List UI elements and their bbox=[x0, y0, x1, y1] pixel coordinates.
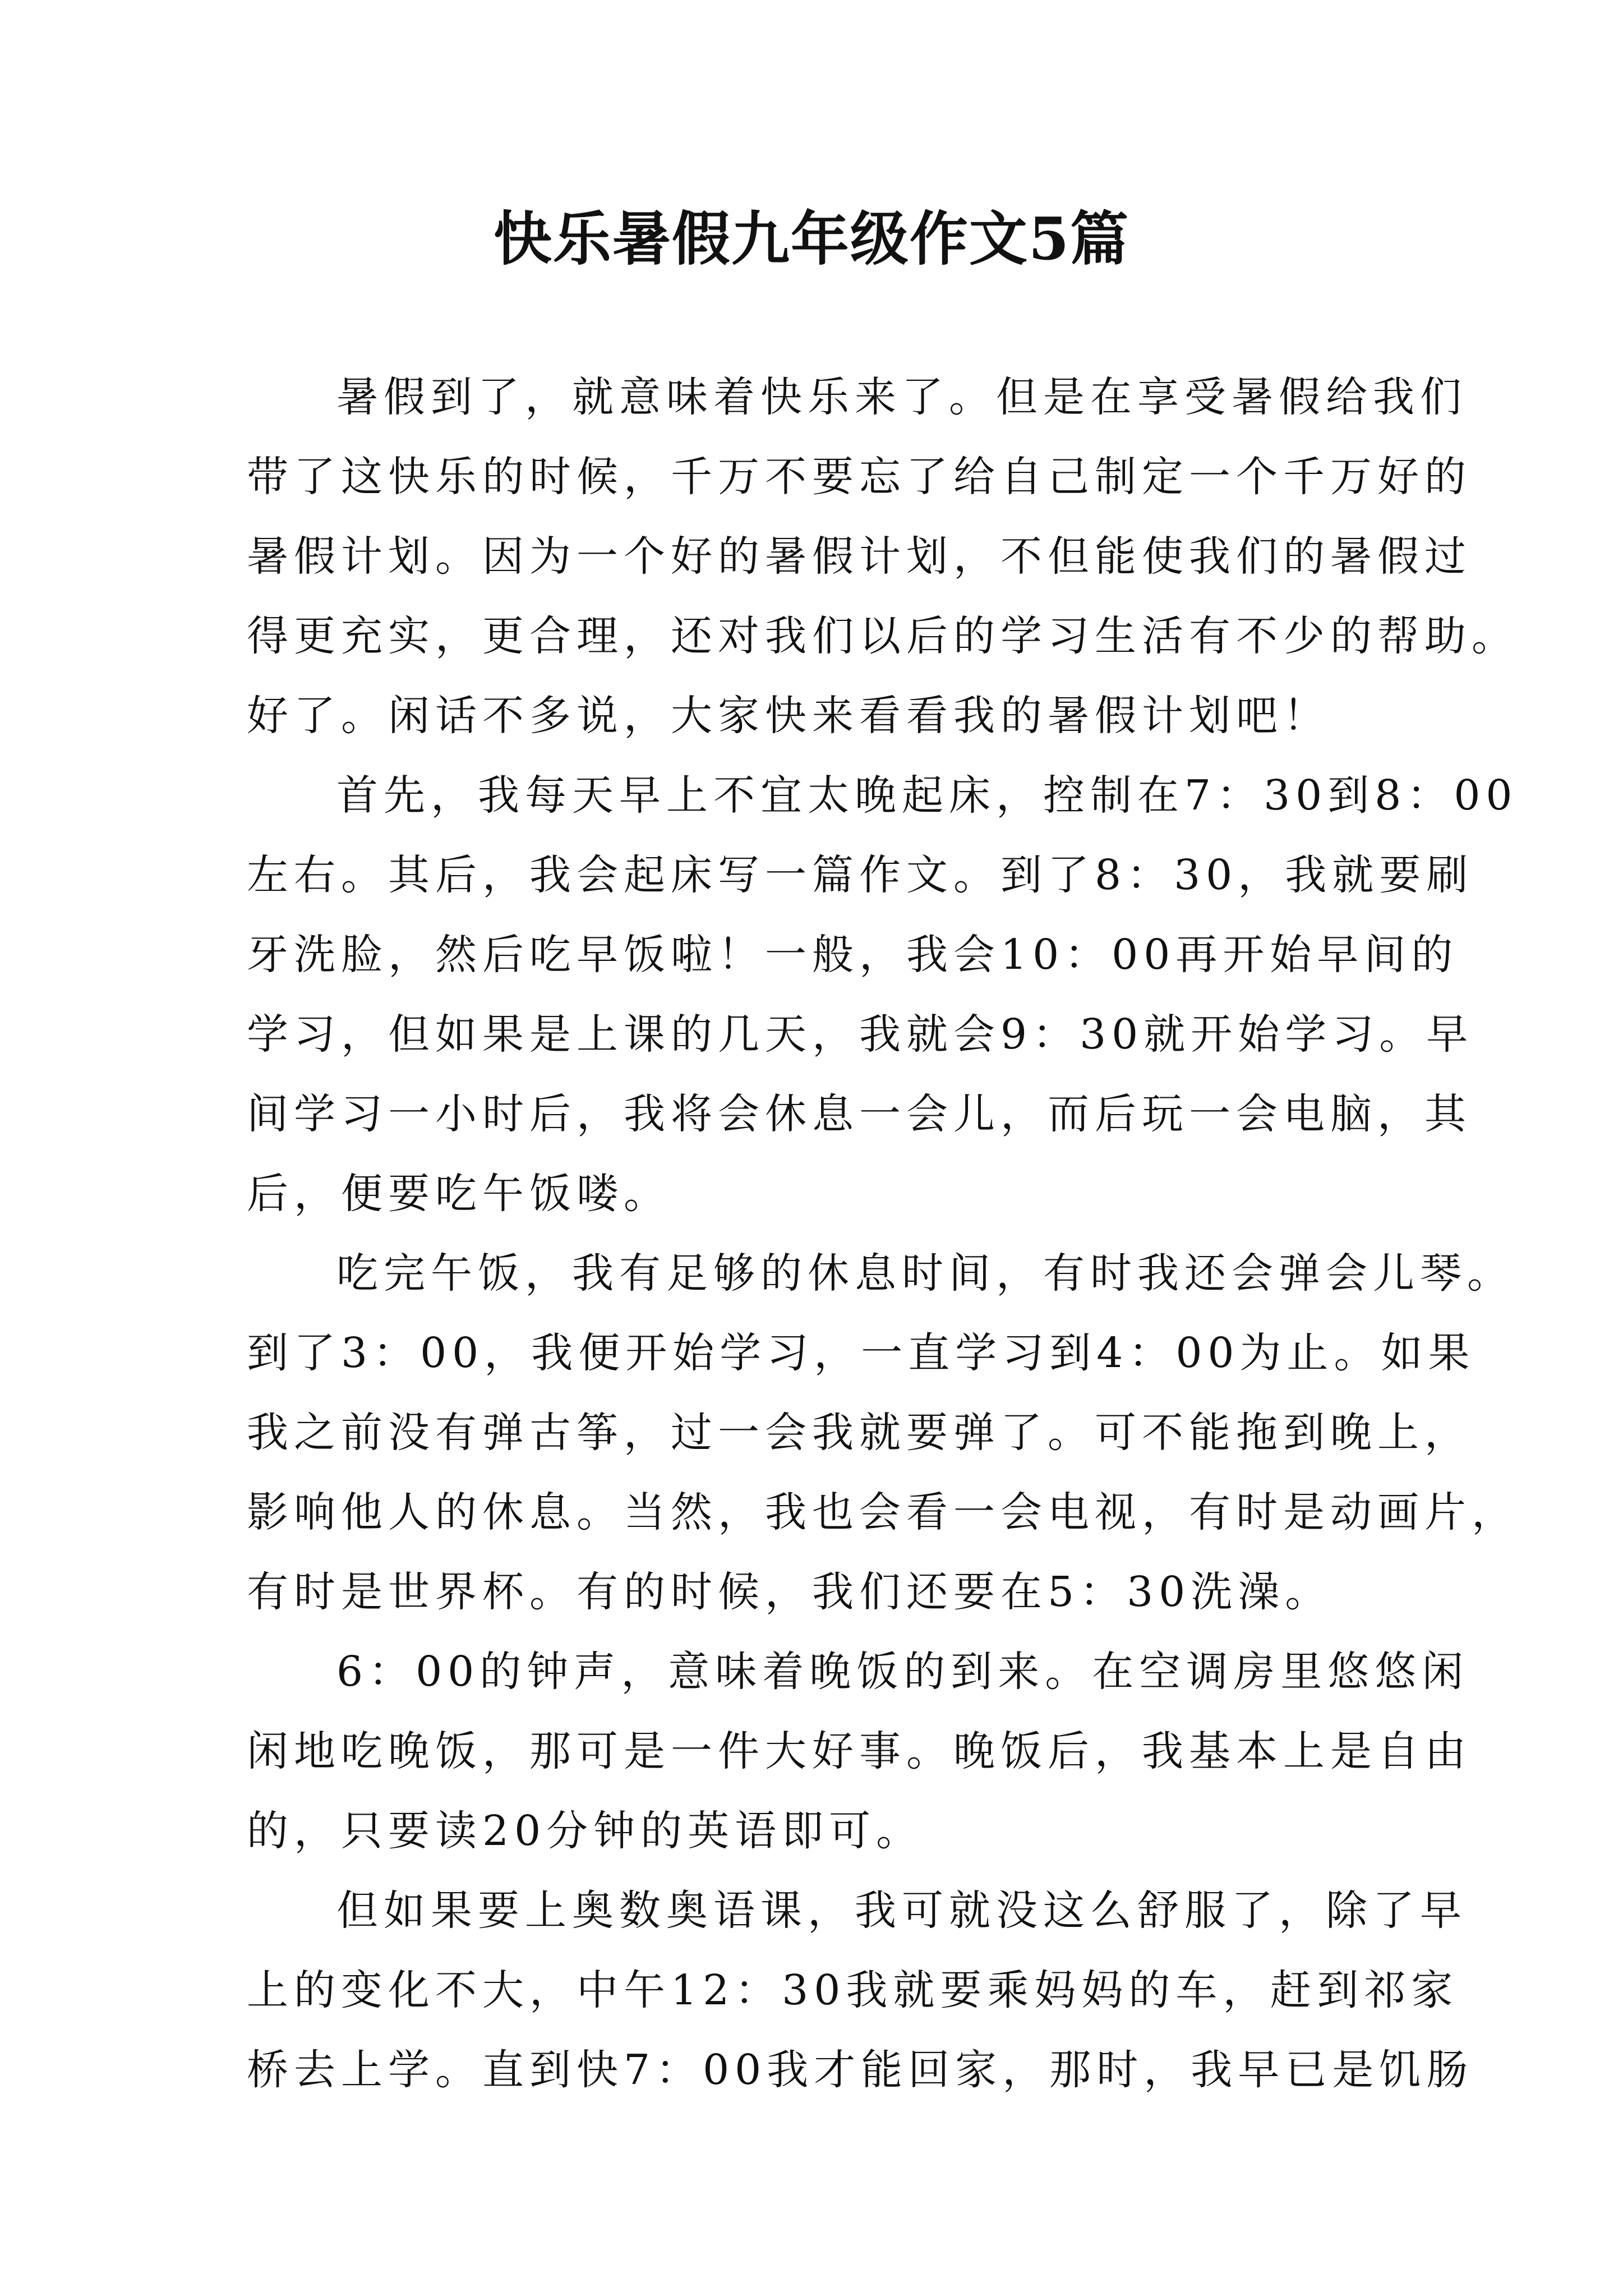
text-line: 好了。闲话不多说，大家快来看看我的暑假计划吧！ bbox=[247, 692, 1330, 740]
text-line: 首先，我每天早上不宜太晚起床，控制在7：30到8：00 bbox=[336, 771, 1518, 820]
text-line: 有时是世界杯。有的时候，我们还要在5：30洗澡。 bbox=[247, 1568, 1332, 1616]
text-line: 间学习一小时后，我将会休息一会儿，而后玩一会电脑，其 bbox=[247, 1090, 1472, 1138]
text-line: 暑假计划。因为一个好的暑假计划，不但能使我们的暑假过 bbox=[247, 532, 1472, 581]
text-line: 我之前没有弹古筝，过一会我就要弹了。可不能拖到晚上， bbox=[247, 1409, 1472, 1457]
text-line: 上的变化不大，中午12：30我就要乘妈妈的车，赶到祁家 bbox=[247, 1966, 1459, 2014]
text-line: 到了3：00，我便开始学习，一直学习到4：00为止。如果 bbox=[247, 1329, 1476, 1377]
text-line: 闲地吃晚饭，那可是一件大好事。晚饭后，我基本上是自由 bbox=[247, 1727, 1472, 1775]
text-line: 但如果要上奥数奥语课，我可就没这么舒服了，除了早 bbox=[336, 1887, 1467, 1935]
text-line: 后，便要吃午饭喽。 bbox=[247, 1170, 671, 1218]
text-line: 的，只要读20分钟的英语即可。 bbox=[247, 1807, 924, 1855]
text-line: 学习，但如果是上课的几天，我就会9：30就开始学习。早 bbox=[247, 1010, 1474, 1059]
text-line: 带了这快乐的时候，千万不要忘了给自己制定一个千万好的 bbox=[247, 453, 1472, 501]
text-line: 牙洗脸，然后吃早饭啦！一般，我会10：00再开始早间的 bbox=[247, 931, 1459, 979]
text-line: 暑假到了，就意味着快乐来了。但是在享受暑假给我们 bbox=[336, 373, 1467, 421]
text-line: 左右。其后，我会起床写一篇作文。到了8：30，我就要刷 bbox=[247, 851, 1474, 899]
document-body bbox=[247, 357, 1519, 2110]
document-title: 快乐暑假九年级作文5篇 bbox=[493, 204, 1130, 273]
text-line: 6：00的钟声，意味着晚饭的到来。在空调房里悠悠闲 bbox=[336, 1648, 1469, 1696]
text-line: 影响他人的休息。当然，我也会看一会电视，有时是动画片， bbox=[247, 1488, 1519, 1536]
text-line: 吃完午饭，我有足够的休息时间，有时我还会弹会儿琴。 bbox=[336, 1249, 1514, 1297]
text-line: 桥去上学。直到快7：00我才能回家，那时，我早已是饥肠 bbox=[247, 2046, 1474, 2094]
text-line: 得更充实，更合理，还对我们以后的学习生活有不少的帮助。 bbox=[247, 612, 1519, 660]
